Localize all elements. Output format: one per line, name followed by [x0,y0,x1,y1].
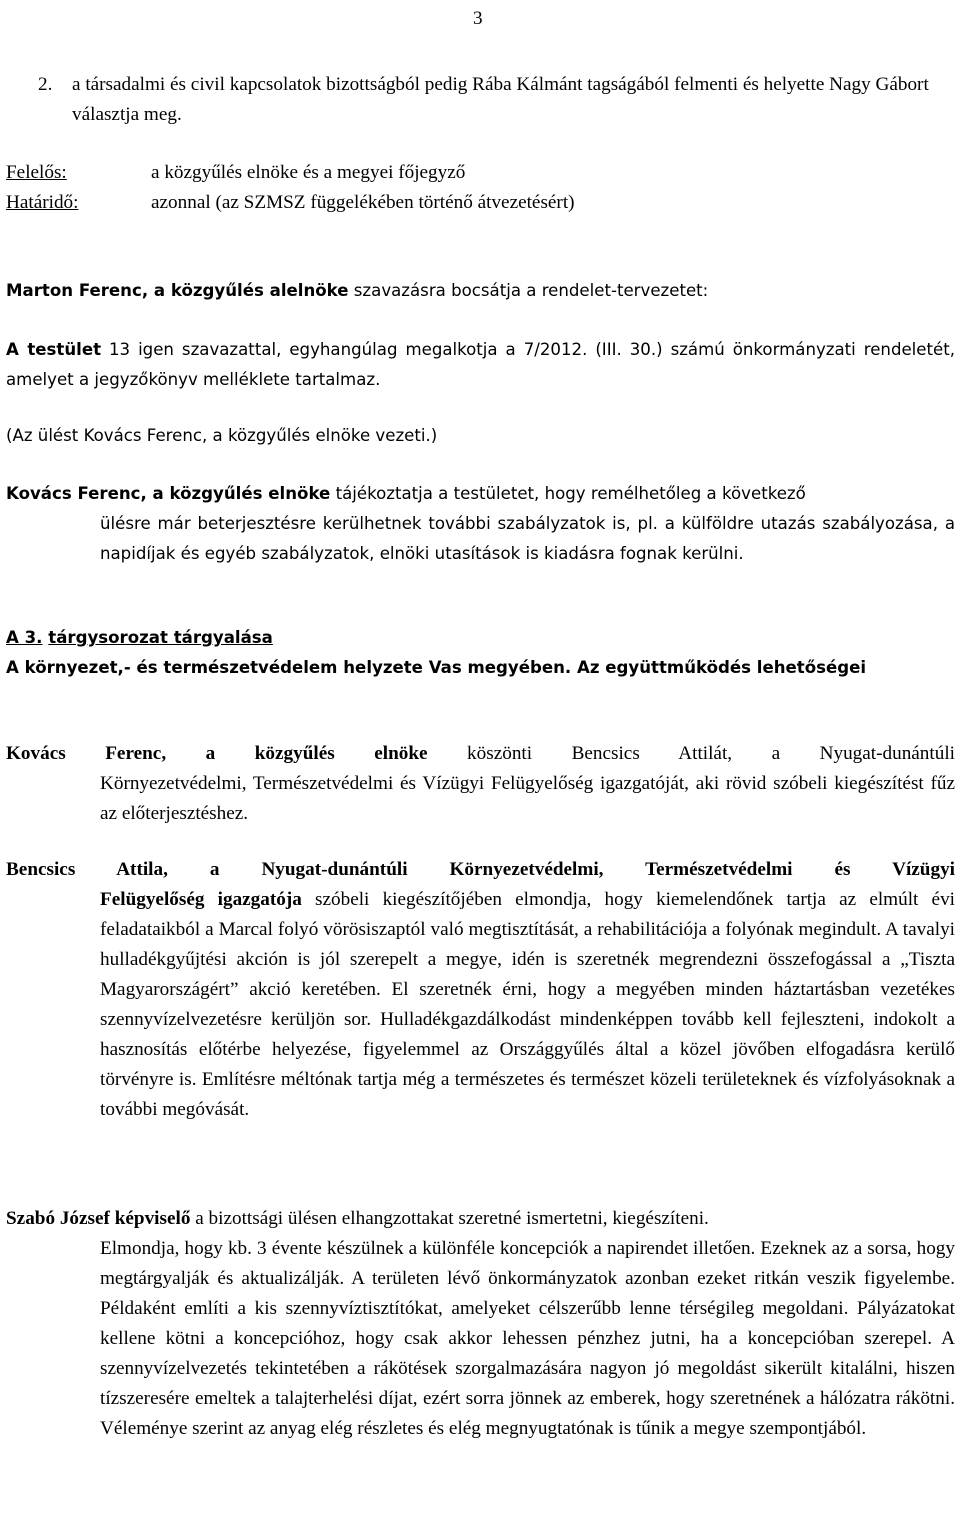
speaker-name: Bencsics Attila, a Nyugat-dunántúli Környezetvédelmi, Természetvédelmi és Vízügyi [6,859,955,880]
page-number: 3 [473,8,483,29]
agenda-number: A 3. [6,628,43,647]
list-item-text: a társadalmi és civil kapcsolatok bizottságból pedig Rába Kálmánt tagságából felmenti és helyette Nagy Gábort választja meg. [72,74,929,125]
speaker-name: Kovács Ferenc, a közgyűlés elnöke [6,743,428,764]
felelos-value: a közgyűlés elnöke és a megyei főjegyző [151,162,466,183]
hatarido-label: Határidő: [6,192,79,213]
chair-note: (Az ülést Kovács Ferenc, a közgyűlés elnöke vezeti.) [6,426,438,445]
kovacs-paragraph-2: Kovács Ferenc, a közgyűlés elnöke köszönti Bencsics Attilát, a Nyugat-dunántúli Környezetvédelmi, Természetvédelmi és Vízügyi Felügyelőség igazgatóját, aki rövid szóbeli kiegészítést fűz az előterjesztéshez. [6,743,955,824]
speaker-title: Felügyelőség igazgatója [100,889,302,910]
agenda-title: A környezet,- és természetvédelem helyzete Vas megyében. Az együttműködés lehetőségei [6,658,867,677]
marton-paragraph: Marton Ferenc, a közgyűlés alelnöke szavazásra bocsátja a rendelet-tervezetet: [6,281,709,300]
list-item-number: 2. [38,74,53,95]
vote-paragraph: A testület 13 igen szavazattal, egyhangúlag megalkotja a 7/2012. (III. 30.) számú önkormányzati rendeletét, amelyet a jegyzőkönyv melléklete tartalmaz. [6,340,955,389]
szabo-paragraph: Szabó József képviselő a bizottsági ülésen elhangzottakat szeretné ismertetni, kiegészíteni. Elmondja, hogy kb. 3 évente készülnek a különféle koncepciók a napirendet illetően. Ezeknek az a sorsa, hogy megtárgyalják és aktualizálják. A területen lévő önkormányzatok azonban ezeket ritkán veszik figyelembe. Példaként említi a kis szennyvíztisztítókat, amelyeket célszerűbb lenne térségileg megoldani. Pályázatokat kellene kötni a koncepcióhoz, hogy csak akkor lehessen pénzhez jutni, ha a koncepcióban szerepel. A szennyvízelvezetés tekintetében a rákötések szorgalmazására nagyon jó megoldást sikerült kitalálni, hiszen tízszeresére emeltek a talajterhelési díjat, ezért sorra jönnek az emberek, hogy szeretnének a hálózatra rákötni. Véleménye szerint az anyag elég részletes és elég megnyugtatónak is tűnik a megye szempontjából. [6,1208,955,1439]
vote-subject: A testület [6,340,102,359]
hatarido-value: azonnal (az SZMSZ függelékében történő átvezetésért) [151,192,575,213]
list-item-2 [6,70,955,130]
kovacs-paragraph-1: Kovács Ferenc, a közgyűlés elnöke tájékoztatja a testületet, hogy remélhetőleg a következő ülésre már beterjesztésre kerülhetnek további szabályzatok is, pl. a külföldre utazás szabályozása, a napidíjak és egyéb szabályzatok, elnöki utasítások is kiadásra fognak kerülni. [6,484,955,563]
felelos-label: Felelős: [6,162,67,183]
bencsics-paragraph: Bencsics Attila, a Nyugat-dunántúli Környezetvédelmi, Természetvédelmi és Vízügyi Felügyelőség igazgatója szóbeli kiegészítőjében elmondja, hogy kiemelendőnek tartja az elmúlt évi feladataikból a Marcal folyó vörösiszaptól való megtisztítását, a rehabilitációja a folyónak megindult. A tavalyi hulladékgyűjtési akción is jól szerepelt a megye, idén is szeretnék megrendezni összefogással a „Tiszta Magyarországért” akció keretében. El szeretnék érni, hogy a megyében minden háztartásban vezetékes szennyvízelvezetésre kerüljön sor. Hulladékgazdálkodást mindenképpen tovább kell fejleszteni, indokolt a hasznosítás előtérbe helyezése, figyelemmel az Országgyűlés által a közel jövőben elfogadásra kerülő törvényre is. Említésre méltónak tartja még a természetes és természet közeli területeknek és vízfolyásoknak a további megóvását. [6,855,955,1125]
responsibility-block [6,158,955,218]
speaker-name: Szabó József képviselő [6,1208,191,1229]
agenda-block [6,623,955,683]
speaker-name: Marton Ferenc, a közgyűlés alelnöke [6,281,349,300]
agenda-label: tárgysorozat tárgyalása [48,628,273,647]
speaker-name: Kovács Ferenc, a közgyűlés elnöke [6,484,331,503]
